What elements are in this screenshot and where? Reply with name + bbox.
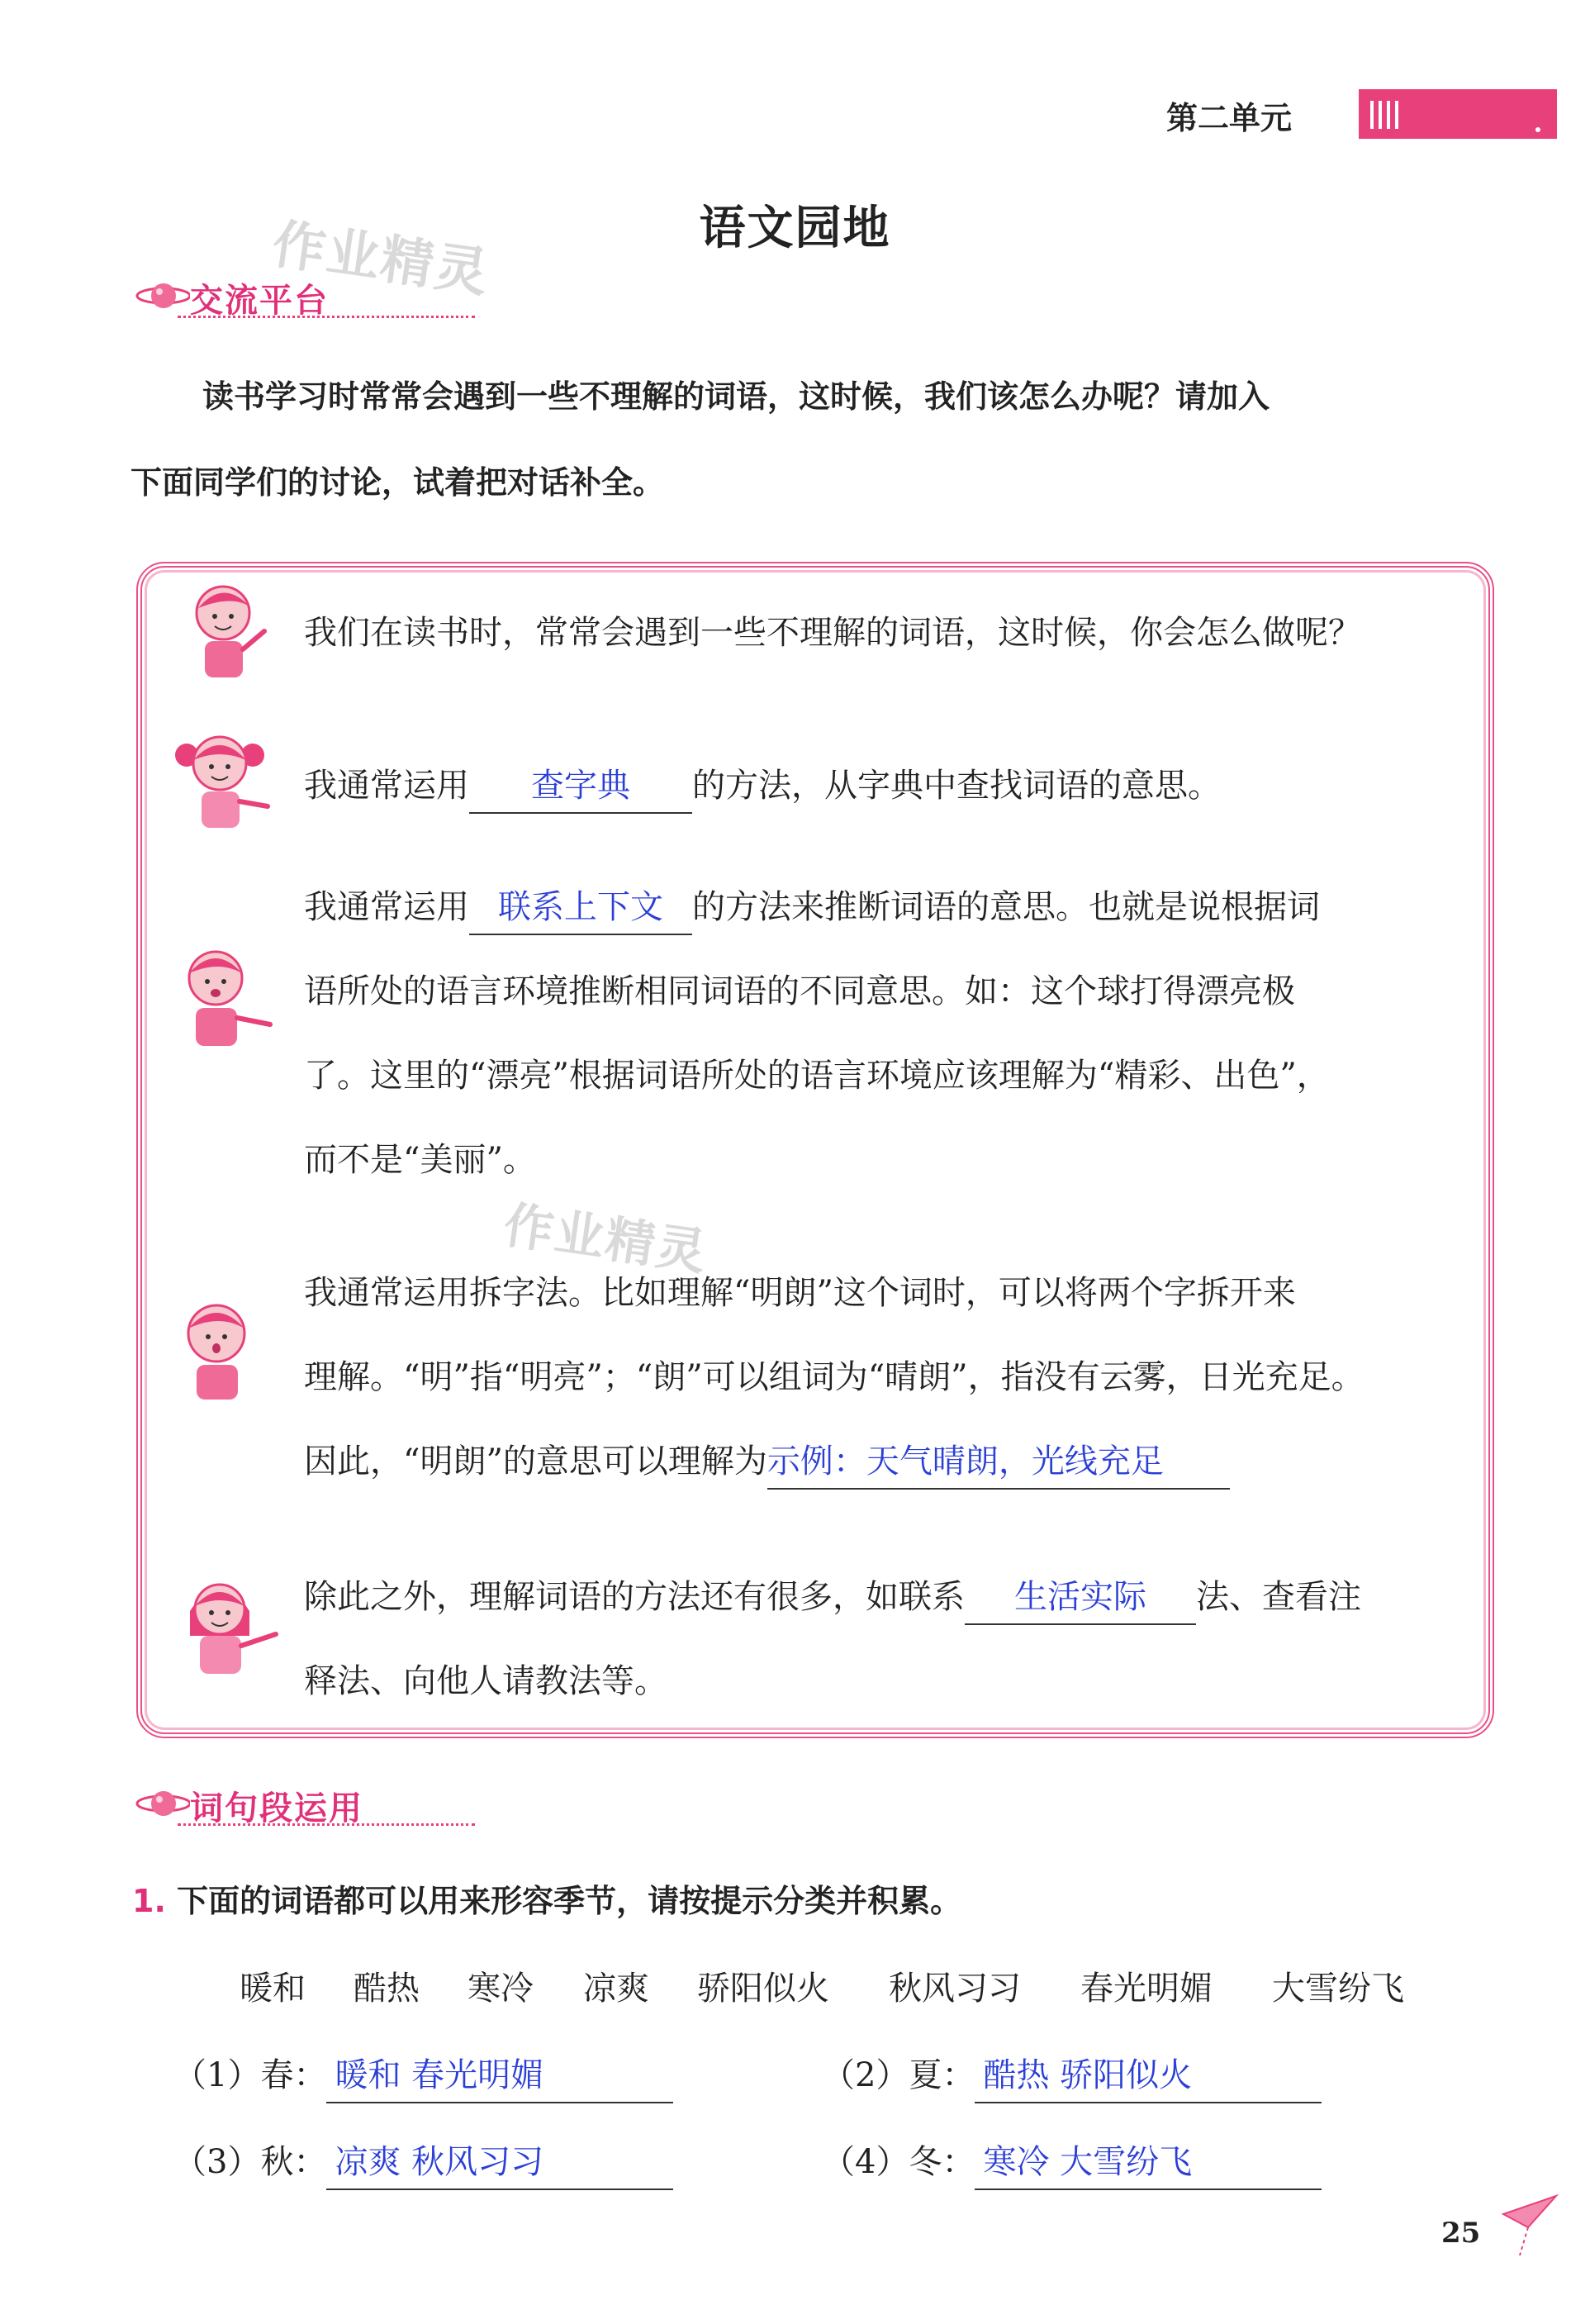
dialog-text: 的方法，从字典中查找词语的意思。 [692,767,1221,805]
dialog-text: 除此之外，理解词语的方法还有很多，如联系 [304,1578,965,1616]
boy-avatar [182,578,273,686]
word-item: 酷热 [354,1970,420,2008]
word-item: 凉爽 [583,1970,649,2008]
question-text: 下面的词语都可以用来形容季节，请按提示分类并积累。 [177,1883,962,1919]
dialog-text: 因此，“明朗”的意思可以理解为 [304,1442,767,1480]
dialog-line: 语所处的语言环境推断相同词语的不同意思。如：这个球打得漂亮极 [304,972,1295,1010]
page-number: 25 [1441,2217,1481,2250]
dotted-underline [178,1823,475,1826]
section-title: 交流平台 [190,282,329,320]
answer-blank: 联系上下文 [469,881,692,935]
intro-line-2: 下面同学们的讨论，试着把对话补全。 [131,464,665,501]
stripes-decoration [1370,101,1403,129]
dialog-line [304,744,1460,828]
answer-blank: 凉爽 秋风习习 [326,2136,673,2190]
answer-blank: 暖和 春光明媚 [326,2049,673,2103]
planet-icon [132,278,190,314]
dialog-line: 我通常运用拆字法。比如理解“明朗”这个词时，可以将两个字拆开来 [304,1274,1296,1312]
boy-avatar [173,1297,264,1404]
dialog-line [304,1419,1460,1504]
answer-item [822,2136,1322,2190]
dialog-line: 释法、向他人请教法等。 [304,1662,667,1700]
sparkle-icon [1535,127,1540,132]
word-item: 寒冷 [468,1970,534,2008]
watermark: 作业精灵 [500,1196,711,1282]
answer-label: （4）冬： [822,2143,975,2181]
unit-label: 第二单元 [1166,100,1293,136]
planet-icon [132,1785,190,1822]
answer-blank: 查字典 [469,759,692,814]
girl-avatar [173,727,273,834]
girl-avatar [173,1570,281,1685]
dialog-text: 法、查看注 [1196,1578,1361,1616]
word-item: 暖和 [240,1970,306,2008]
boy-avatar [169,942,277,1057]
answer-label: （1）春： [173,2056,327,2094]
question-number: 1. [132,1883,166,1919]
answer-blank: 酷热 骄阳似火 [975,2049,1322,2103]
page-title: 语文园地 [699,202,891,255]
answer-blank: 寒冷 大雪纷飞 [975,2136,1322,2190]
answer-item [822,2049,1322,2103]
dialog-line [304,865,1460,949]
dialog-line [304,1555,1460,1639]
section-title: 词句段运用 [190,1789,363,1827]
intro-line-1: 读书学习时常常会遇到一些不理解的词语，这时候，我们该怎么办呢？请加入 [202,378,1270,415]
section-heading-usage [132,1780,512,1830]
word-item: 秋风习习 [889,1970,1021,2008]
unit-banner [1359,89,1557,139]
dialog-line: 而不是“美丽”。 [304,1141,536,1179]
word-item: 骄阳似火 [697,1970,829,2008]
dialog-text: 的方法来推断词语的意思。也就是说根据词 [692,888,1320,926]
word-item: 大雪纷飞 [1272,1970,1404,2008]
dialog-line: 我们在读书时，常常会遇到一些不理解的词语，这时候，你会怎么做呢？ [304,614,1361,652]
section-heading-exchange [132,273,512,322]
answer-item [173,2136,673,2190]
dialog-text: 我通常运用 [304,888,469,926]
word-bank [240,1962,1478,2009]
dialog-line: 了。这里的“漂亮”根据词语所处的语言环境应该理解为“精彩、出色”， [304,1057,1330,1095]
dialog-line: 理解。“明”指“明亮”；“朗”可以组词为“晴朗”，指没有云雾，日光充足。 [304,1358,1365,1396]
watermark: 作业精灵 [268,213,494,305]
dialog-text: 我通常运用 [304,767,469,805]
answer-label: （3）秋： [173,2143,327,2181]
answer-blank: 示例：天气晴朗，光线充足 [767,1435,1230,1490]
question-1 [132,1875,961,1921]
word-item: 春光明媚 [1080,1970,1213,2008]
dotted-underline [178,316,475,318]
answer-item [173,2049,673,2103]
answer-label: （2）夏： [822,2056,975,2094]
paper-plane-icon [1495,2189,1561,2264]
answer-blank: 生活实际 [965,1571,1196,1625]
